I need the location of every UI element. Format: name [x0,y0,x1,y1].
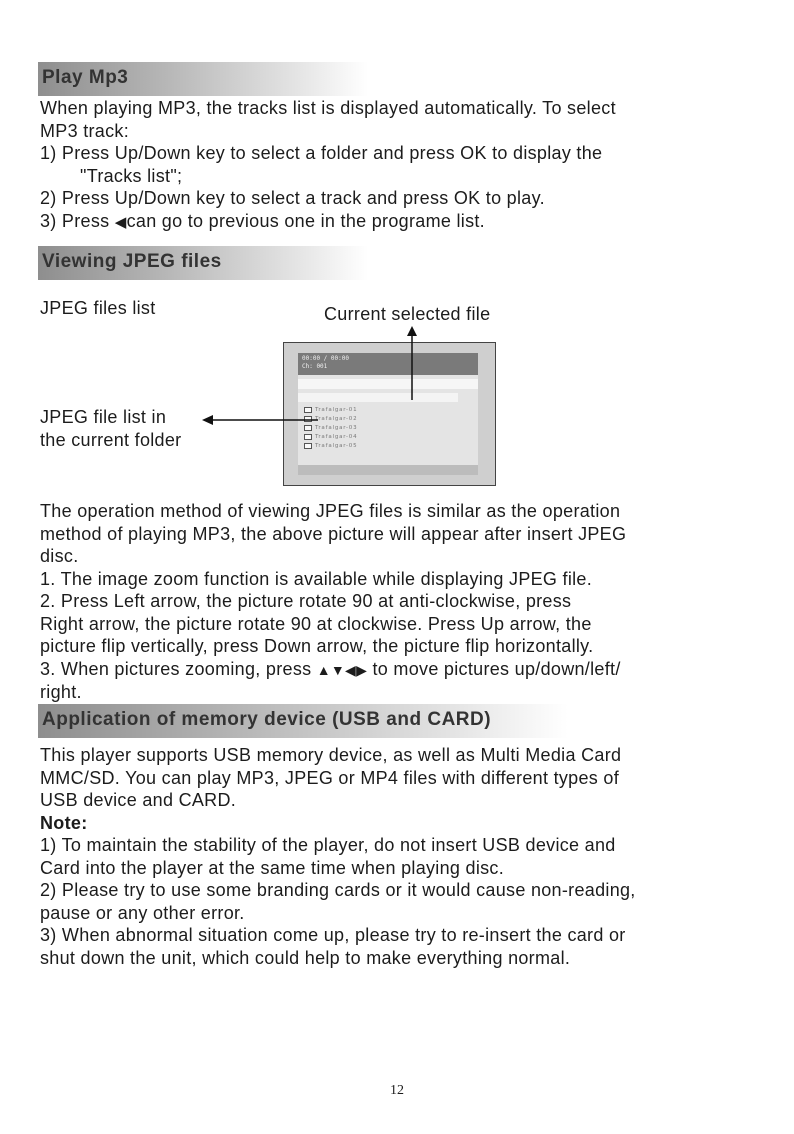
text-line [40,658,760,682]
viewing-jpeg-body [40,500,760,704]
text-line: 1) Press Up/Down key to select a folder and press OK to display the [40,143,603,163]
text-line: shut down the unit, which could help to make everything normal. [40,947,571,968]
text-segment: to move pictures up/down/left/ [372,658,621,679]
file-name: Trafalgar-04 [315,433,358,440]
selected-row-highlight [298,393,458,402]
folder-list-label-line: JPEG file list in [40,407,167,427]
text-line: method of playing MP3, the above picture will appear after insert JPEG [40,523,627,544]
file-item [304,414,357,423]
image-file-icon [304,416,312,422]
up-arrowhead-icon [407,326,417,336]
screen-time: 00:00 / 00:00 [302,355,349,362]
text-line: 1) To maintain the stability of the player, do not insert USB device and [40,835,616,855]
text-segment: 3) Press [40,210,110,231]
play-mp3-body [40,97,760,234]
heading-text: Viewing JPEG files [42,251,222,272]
section-heading-play-mp3 [38,62,368,96]
file-name: Trafalgar-05 [315,442,358,449]
text-line: MP3 track: [40,120,130,141]
screen-header [298,353,478,375]
text-segment: can go to previous one in the programe list. [126,210,485,231]
heading-text: Application of memory device (USB and CARD) [42,709,492,730]
text-line: This player supports USB memory device, as well as Multi Media Card [40,745,622,765]
section-heading-viewing-jpeg [38,246,368,280]
folder-list-label [40,406,181,451]
left-triangle-icon: ◀ [114,213,127,231]
screen-footer [298,465,478,475]
text-line: 2. Press Left arrow, the picture rotate 90 at anti-clockwise, press [40,591,572,611]
screen-toolbar [298,379,478,389]
file-item [304,432,357,441]
file-name: Trafalgar-01 [315,406,358,413]
file-item [304,441,357,450]
file-item [304,423,357,432]
text-line: 2) Press Up/Down key to select a track and press OK to play. [40,188,545,208]
heading-text: Play Mp3 [42,67,129,88]
text-line: Right arrow, the picture rotate 90 at clockwise. Press Up arrow, the [40,613,592,634]
text-line: 1. The image zoom function is available while displaying JPEG file. [40,568,593,589]
text-line: MMC/SD. You can play MP3, JPEG or MP4 files with different types of [40,767,620,788]
file-item [304,405,357,414]
text-segment: 3. When pictures zooming, press [40,658,312,679]
page-number: 12 [390,1083,404,1098]
left-arrowhead-icon [202,415,213,425]
jpeg-files-list-label: JPEG files list [40,298,156,318]
text-line [40,210,760,235]
memory-device-body [40,744,760,969]
text-line: Card into the player at the same time when playing disc. [40,857,505,878]
section-heading-memory-device [38,704,568,738]
image-file-icon [304,425,312,431]
text-line: When playing MP3, the tracks list is displayed automatically. To select [40,98,616,118]
current-selected-file-label: Current selected file [324,304,491,324]
text-line: "Tracks list"; [80,165,183,186]
file-name: Trafalgar-03 [315,424,358,431]
note-label: Note: [40,812,88,833]
screen-channel: Ch: 001 [302,363,328,370]
text-line: USB device and CARD. [40,790,237,810]
image-file-icon [304,407,312,413]
jpeg-file-list [304,405,357,450]
image-file-icon [304,443,312,449]
file-name: Trafalgar-02 [315,415,358,422]
text-line: The operation method of viewing JPEG files is similar as the operation [40,501,621,521]
text-line: picture flip vertically, press Down arrow, the picture flip horizontally. [40,636,594,656]
image-file-icon [304,434,312,440]
screen-inner [298,353,478,475]
folder-list-label-line: the current folder [40,429,182,450]
direction-arrows-icon: ▲▼◀▶ [316,661,368,678]
text-line: right. [40,682,82,702]
text-line: disc. [40,546,79,566]
text-line: 3) When abnormal situation come up, please try to re-insert the card or [40,925,626,945]
text-line: 2) Please try to use some branding cards or it would cause non-reading, [40,880,636,900]
jpeg-browser-screenshot [283,342,496,486]
text-line: pause or any other error. [40,902,245,923]
